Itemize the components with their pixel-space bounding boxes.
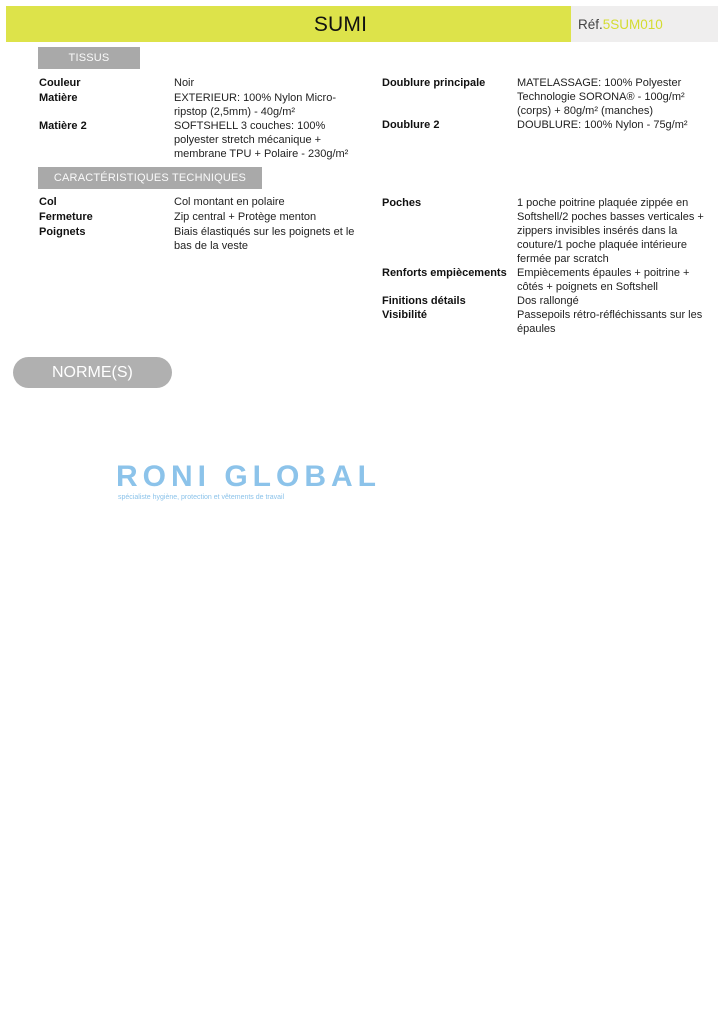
value-renforts: Empiècements épaules + poitrine + côtés + poignets en Softshell bbox=[517, 267, 690, 293]
value-finitions: Dos rallongé bbox=[517, 295, 579, 307]
value-doublure-2: DOUBLURE: 100% Nylon - 75g/m² bbox=[517, 119, 688, 131]
label-visibilite: Visibilité bbox=[382, 309, 428, 321]
label-finitions: Finitions détails bbox=[382, 295, 466, 307]
header-bar bbox=[6, 6, 571, 42]
label-renforts: Renforts empiècements bbox=[382, 267, 507, 279]
reference-box bbox=[571, 6, 718, 42]
reference-label: Réf. bbox=[578, 17, 603, 32]
label-matiere: Matière bbox=[39, 92, 78, 104]
label-poches: Poches bbox=[382, 197, 422, 209]
value-doublure-principale: MATELASSAGE: 100% Polyester Technologie SORONA® - 100g/m² (corps) + 80g/m² (manches) bbox=[517, 77, 685, 117]
company-logo bbox=[116, 459, 406, 509]
label-doublure-principale: Doublure principale bbox=[382, 77, 486, 89]
label-fermeture: Fermeture bbox=[39, 211, 93, 223]
label-matiere-2: Matière 2 bbox=[39, 120, 87, 132]
section-normes: NORME(S) bbox=[13, 357, 172, 388]
value-matiere-2: SOFTSHELL 3 couches: 100% polyester stretch mécanique + membrane TPU + Polaire - 230g/m² bbox=[174, 120, 349, 160]
value-poignets: Biais élastiqués sur les poignets et le bas de la veste bbox=[174, 226, 355, 252]
label-couleur: Couleur bbox=[39, 77, 81, 89]
reference-code: 5SUM010 bbox=[602, 17, 663, 32]
label-poignets: Poignets bbox=[39, 226, 86, 238]
value-poches: 1 poche poitrine plaquée zippée en Softshell/2 poches basses verticales + zippers invisibles insérés dans la couture/1 poche plaquée intérieure fermée par scratch bbox=[517, 197, 704, 265]
value-fermeture: Zip central + Protège menton bbox=[174, 211, 317, 223]
logo-wordmark: RONI GLOBAL bbox=[116, 460, 381, 493]
label-doublure-2: Doublure 2 bbox=[382, 119, 440, 131]
section-tab-tissus: TISSUS bbox=[38, 47, 140, 69]
value-col: Col montant en polaire bbox=[174, 196, 285, 208]
product-title: SUMI bbox=[313, 13, 368, 36]
value-matiere: EXTERIEUR: 100% Nylon Micro-ripstop (2,5mm) - 40g/m² bbox=[174, 92, 336, 118]
section-tab-caracteristiques: CARACTÉRISTIQUES TECHNIQUES bbox=[38, 167, 262, 189]
value-couleur: Noir bbox=[174, 77, 195, 89]
logo-tagline: spécialiste hygiène, protection et vêtements de travail bbox=[118, 494, 285, 501]
label-col: Col bbox=[39, 196, 57, 208]
value-visibilite: Passepoils rétro-réfléchissants sur les épaules bbox=[517, 309, 703, 335]
